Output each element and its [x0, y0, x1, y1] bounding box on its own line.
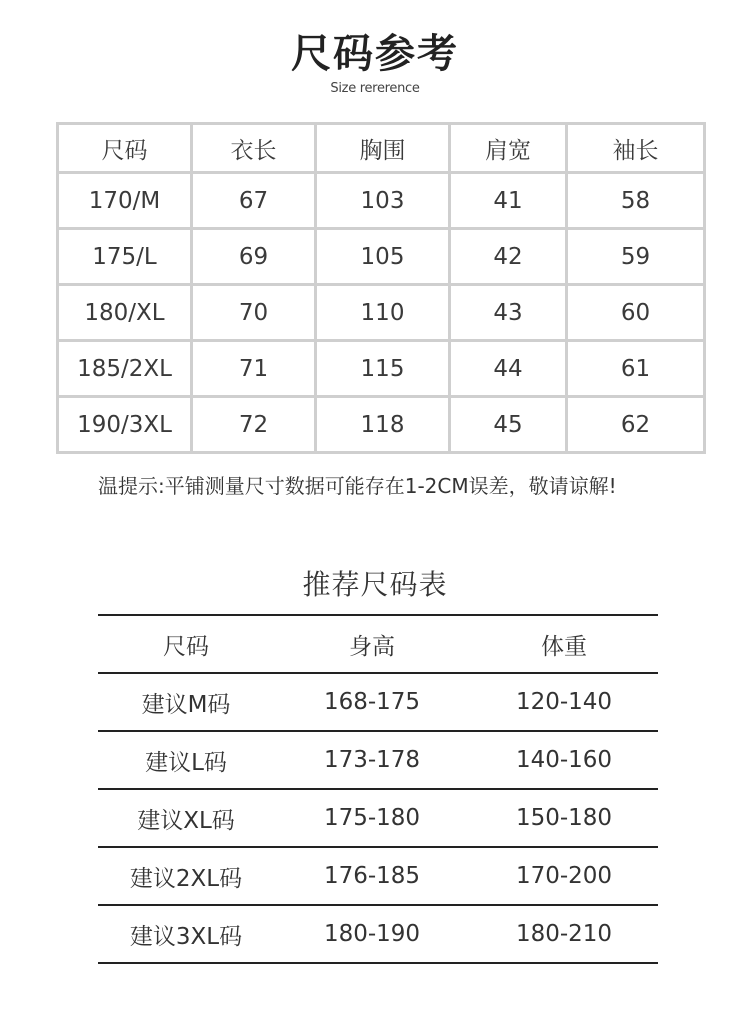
- recommend-title: 推荐尺码表: [302, 568, 448, 601]
- table-row: [58, 229, 705, 285]
- table-cell: 45: [450, 397, 567, 453]
- table-cell: 180-190: [274, 905, 470, 963]
- table-cell: 110: [316, 285, 450, 341]
- table-cell: 150-180: [470, 789, 658, 847]
- table-cell: 67: [192, 173, 316, 229]
- size-table: [56, 122, 706, 454]
- table-row: [98, 905, 658, 963]
- table-cell: 115: [316, 341, 450, 397]
- table-cell: 170/M: [58, 173, 192, 229]
- table-cell: 71: [192, 341, 316, 397]
- table-row: [98, 673, 658, 731]
- table-cell: 41: [450, 173, 567, 229]
- table-cell: 175/L: [58, 229, 192, 285]
- page-subtitle: Size rererence: [330, 81, 420, 96]
- column-header-size: 尺码: [58, 124, 192, 173]
- table-row: [98, 847, 658, 905]
- table-cell: 61: [567, 341, 705, 397]
- table-cell: 建议XL码: [98, 789, 274, 847]
- table-row: [98, 731, 658, 789]
- column-header-size: 尺码: [98, 615, 274, 673]
- table-cell: 42: [450, 229, 567, 285]
- page-title: 尺码参考: [291, 31, 459, 77]
- column-header-chest: 胸围: [316, 124, 450, 173]
- recommend-header-row: [98, 615, 658, 673]
- table-cell: 70: [192, 285, 316, 341]
- table-cell: 69: [192, 229, 316, 285]
- table-cell: 175-180: [274, 789, 470, 847]
- table-cell: 72: [192, 397, 316, 453]
- table-cell: 173-178: [274, 731, 470, 789]
- recommend-table: [98, 614, 658, 964]
- table-row: [58, 285, 705, 341]
- table-cell: 59: [567, 229, 705, 285]
- table-row: [58, 173, 705, 229]
- table-row: [58, 397, 705, 453]
- table-cell: 建议M码: [98, 673, 274, 731]
- column-header-height: 身高: [274, 615, 470, 673]
- table-cell: 103: [316, 173, 450, 229]
- table-cell: 190/3XL: [58, 397, 192, 453]
- table-row: [58, 341, 705, 397]
- table-cell: 建议L码: [98, 731, 274, 789]
- table-cell: 118: [316, 397, 450, 453]
- table-cell: 60: [567, 285, 705, 341]
- column-header-shoulder: 肩宽: [450, 124, 567, 173]
- table-row: [98, 789, 658, 847]
- size-table-header-row: [58, 124, 705, 173]
- table-cell: 105: [316, 229, 450, 285]
- column-header-weight: 体重: [470, 615, 658, 673]
- table-cell: 180-210: [470, 905, 658, 963]
- measurement-note: 温提示:平铺测量尺寸数据可能存在1-2CM误差，敬请谅解!: [98, 474, 617, 498]
- table-cell: 120-140: [470, 673, 658, 731]
- table-cell: 168-175: [274, 673, 470, 731]
- table-cell: 176-185: [274, 847, 470, 905]
- table-cell: 43: [450, 285, 567, 341]
- table-cell: 185/2XL: [58, 341, 192, 397]
- table-cell: 44: [450, 341, 567, 397]
- column-header-sleeve: 袖长: [567, 124, 705, 173]
- table-cell: 180/XL: [58, 285, 192, 341]
- table-cell: 170-200: [470, 847, 658, 905]
- table-cell: 140-160: [470, 731, 658, 789]
- table-cell: 建议2XL码: [98, 847, 274, 905]
- table-cell: 58: [567, 173, 705, 229]
- table-cell: 62: [567, 397, 705, 453]
- column-header-length: 衣长: [192, 124, 316, 173]
- table-cell: 建议3XL码: [98, 905, 274, 963]
